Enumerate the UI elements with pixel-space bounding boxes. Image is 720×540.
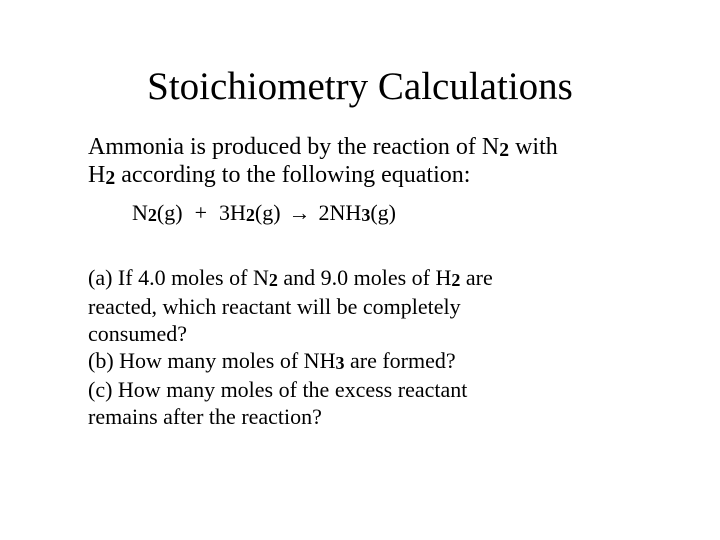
- question-a-line-2: reacted, which reactant will be completely: [88, 294, 461, 319]
- intro-text: Ammonia is produced by the reaction of N: [88, 134, 500, 160]
- formula-text: N: [132, 200, 148, 225]
- chemical-equation: [132, 198, 396, 229]
- slide-title: Stoichiometry Calculations: [147, 65, 573, 108]
- formula-text: 2NH: [318, 200, 362, 225]
- state-label: (g): [370, 200, 396, 225]
- formula-text: 3H: [218, 200, 246, 225]
- question-b-line-1: [88, 347, 708, 376]
- intro-line-2: [88, 162, 708, 190]
- subscript: 3: [335, 353, 345, 374]
- subscript: 3: [361, 205, 371, 226]
- reactant-n2: [132, 200, 183, 225]
- question-c-line-1: (c) How many moles of the excess reactant: [88, 377, 468, 402]
- question-text: and 9.0 moles of H: [277, 265, 452, 290]
- subscript: 2: [268, 270, 278, 291]
- subscript: 2: [105, 166, 116, 189]
- subscript: 2: [451, 270, 461, 291]
- reactant-h2: [219, 200, 281, 225]
- intro-text: H: [88, 162, 106, 188]
- question-text: are: [460, 265, 493, 290]
- subscript: 2: [147, 205, 157, 226]
- reaction-arrow-icon: →: [288, 200, 311, 225]
- question-text: (a) If 4.0 moles of N: [88, 265, 269, 290]
- question-text: are formed?: [344, 348, 456, 373]
- state-label: (g): [254, 200, 281, 225]
- question-c-line-2: remains after the reaction?: [88, 404, 322, 429]
- intro-paragraph: [88, 134, 708, 190]
- subscript: 2: [499, 138, 510, 161]
- question-a-line-1: [88, 264, 708, 293]
- intro-line-1: [88, 134, 708, 162]
- product-nh3: [319, 200, 396, 225]
- question-text: (b) How many moles of NH: [88, 348, 336, 373]
- intro-text: according to the following equation:: [115, 162, 471, 188]
- question-list: [88, 264, 708, 430]
- question-a-line-3: consumed?: [88, 321, 187, 346]
- intro-text: with: [509, 134, 558, 160]
- state-label: (g): [156, 200, 183, 225]
- plus-sign: +: [194, 200, 207, 225]
- subscript: 2: [245, 205, 255, 226]
